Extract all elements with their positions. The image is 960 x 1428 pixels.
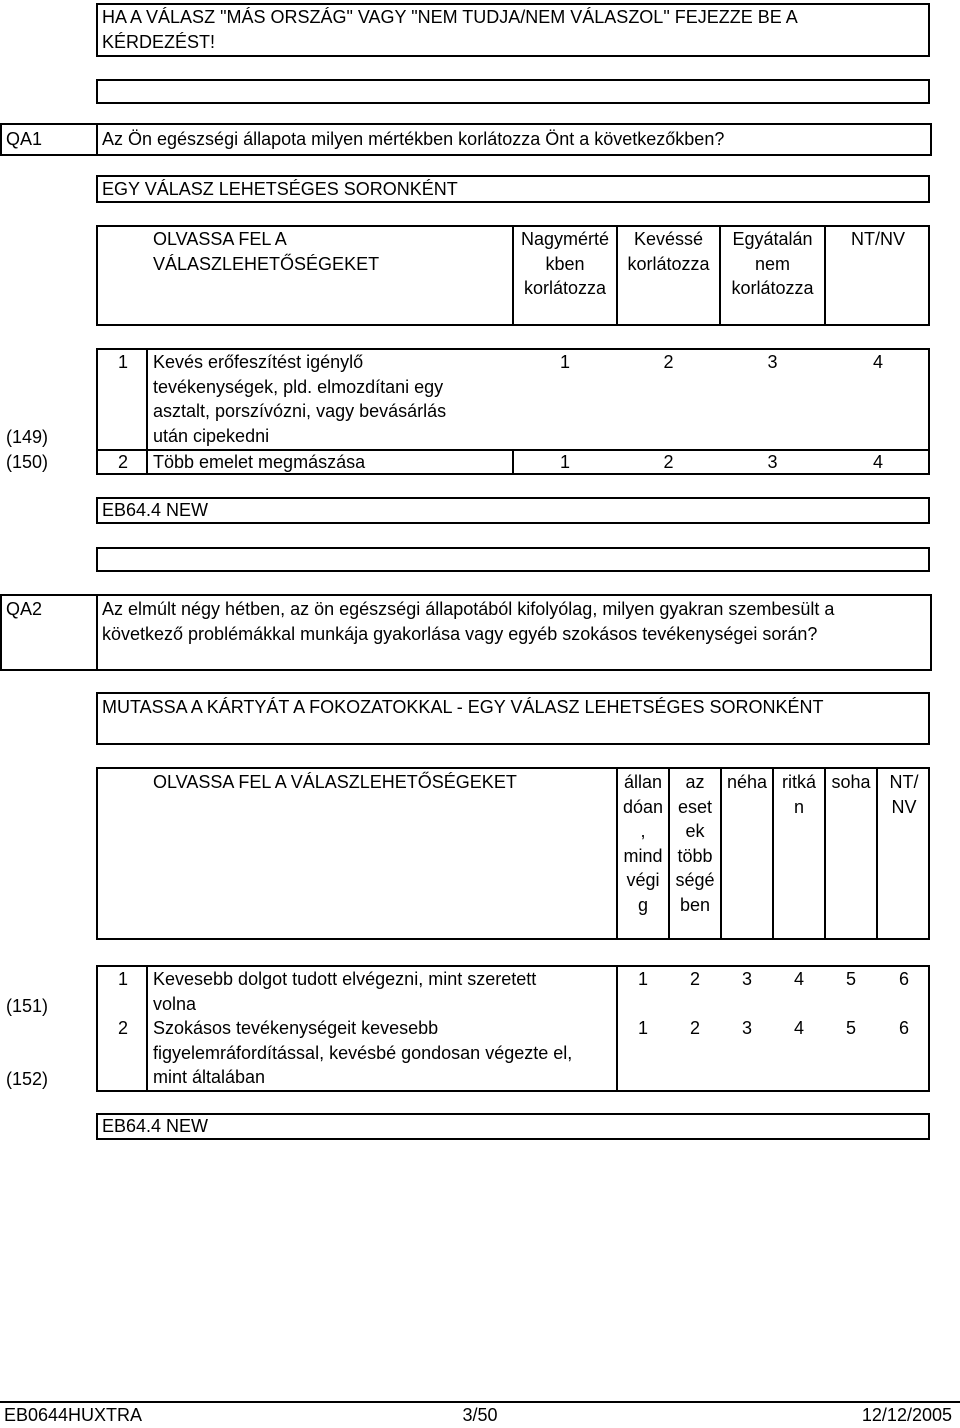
qa1-row-divider [146,348,148,475]
qa2-row-2-code-3[interactable]: 3 [741,1018,752,1038]
qa2-col-4: ritká n [781,772,816,817]
qa2-row-1-code-2[interactable]: 2 [689,969,700,989]
instruction-top: HA A VÁLASZ "MÁS ORSZÁG" VAGY "NEM TUDJA/NEM VÁLASZOL" FEJEZZE BE A KÉRDEZÉST! [102,7,798,52]
qa1-row-2-code-2[interactable]: 2 [663,452,674,472]
qa1-row-2-code-4[interactable]: 4 [872,452,883,472]
qa1-divider [96,123,98,156]
qa1-row-1-code-2[interactable]: 2 [663,352,674,372]
qa1-col-1: Nagymérté kben korlátozza [520,229,610,298]
qa2-row-2-code-1[interactable]: 1 [637,1018,648,1038]
footer-page: 3/50 [462,1405,498,1425]
qa2-row-2-code-4[interactable]: 4 [793,1018,804,1038]
qa2-row-1-num: 1 [118,969,129,989]
qa2-divider [96,594,98,671]
qa1-row-1-code-3[interactable]: 3 [767,352,778,372]
qa2-read-out: OLVASSA FEL A VÁLASZLEHETŐSÉGEKET [153,772,517,792]
qa2-code: QA2 [6,599,43,619]
qa2-row-1-ref: (151) [6,996,49,1016]
qa2-row-2-code-6[interactable]: 6 [898,1018,909,1038]
qa2-row-2-code-2[interactable]: 2 [689,1018,700,1038]
qa1-row-2-code-3[interactable]: 3 [767,452,778,472]
qa1-row-1-num: 1 [118,352,129,372]
footer-doc-id: EB0644HUXTRA [4,1405,143,1425]
qa1-col-2: Kevéssé korlátozza [627,229,710,274]
qa2-row-1-code-3[interactable]: 3 [741,969,752,989]
qa1-source-box [96,497,930,524]
qa2-col-5: soha [831,772,871,792]
qa1-col-4: NT/NV [851,229,905,249]
qa2-source: EB64.4 NEW [102,1116,209,1136]
qa1-col-3: Egyátalán nem korlátozza [731,229,814,298]
qa2-row-2-code-5[interactable]: 5 [845,1018,856,1038]
empty-box [96,547,930,572]
qa1-row-1-code-1[interactable]: 1 [559,352,570,372]
qa2-instruction: MUTASSA A KÁRTYÁT A FOKOZATOKKAL - EGY VÁLASZ LEHETSÉGES SORONKÉNT [102,697,824,717]
qa2-row-divider [146,965,148,1092]
footer-date: 12/12/2005 [861,1405,952,1425]
qa1-row-2-num: 2 [118,452,129,472]
qa1-row-1-ref: (149) [6,427,49,447]
qa1-source: EB64.4 NEW [102,500,209,520]
qa2-row-1-code-6[interactable]: 6 [898,969,909,989]
qa2-question: Az elmúlt négy hétben, az ön egészségi állapotából kifolyólag, milyen gyakran szembesült a következő problémákkal munkája gyakorlása vagy egyéb szokásos tevékenységei során? [102,599,835,644]
qa2-row-2-num: 2 [118,1018,129,1038]
qa2-row-1-code-4[interactable]: 4 [793,969,804,989]
qa2-row-2-label: Szokásos tevékenységeit kevesebb figyelemráfordítással, kevésbé gondosan végezte el, mint általában [153,1018,573,1087]
qa2-col-2: az eset ek több ségé ben [675,772,715,915]
qa1-row-2-code-1[interactable]: 1 [559,452,570,472]
qa2-source-box [96,1113,930,1140]
qa1-row-1-label: Kevés erőfeszítést igénylő tevékenységek, pld. elmozdítani egy asztalt, porszívózni, vagy bevásárlás után cipekedni [153,352,447,446]
qa2-col-1: állan dóan , mind végi g [622,772,664,915]
qa1-instruction: EGY VÁLASZ LEHETSÉGES SORONKÉNT [102,179,458,199]
qa1-row-1-code-4[interactable]: 4 [872,352,883,372]
qa2-col-6: NT/ NV [889,772,919,817]
qa2-row-1-code-1[interactable]: 1 [637,969,648,989]
qa1-row-2-label: Több emelet megmászása [153,452,366,472]
qa1-read-out: OLVASSA FEL A VÁLASZLEHETŐSÉGEKET [153,229,380,274]
qa1-question: Az Ön egészségi állapota milyen mértékben korlátozza Önt a következőkben? [102,129,725,149]
qa2-row-1-code-5[interactable]: 5 [845,969,856,989]
qa1-row-2-ref: (150) [6,452,49,472]
qa2-row-1-label: Kevesebb dolgot tudott elvégezni, mint szeretett volna [153,969,537,1014]
empty-box [96,79,930,104]
qa1-code: QA1 [6,129,43,149]
qa2-col-3: néha [726,772,768,792]
qa2-row-2-ref: (152) [6,1069,49,1089]
